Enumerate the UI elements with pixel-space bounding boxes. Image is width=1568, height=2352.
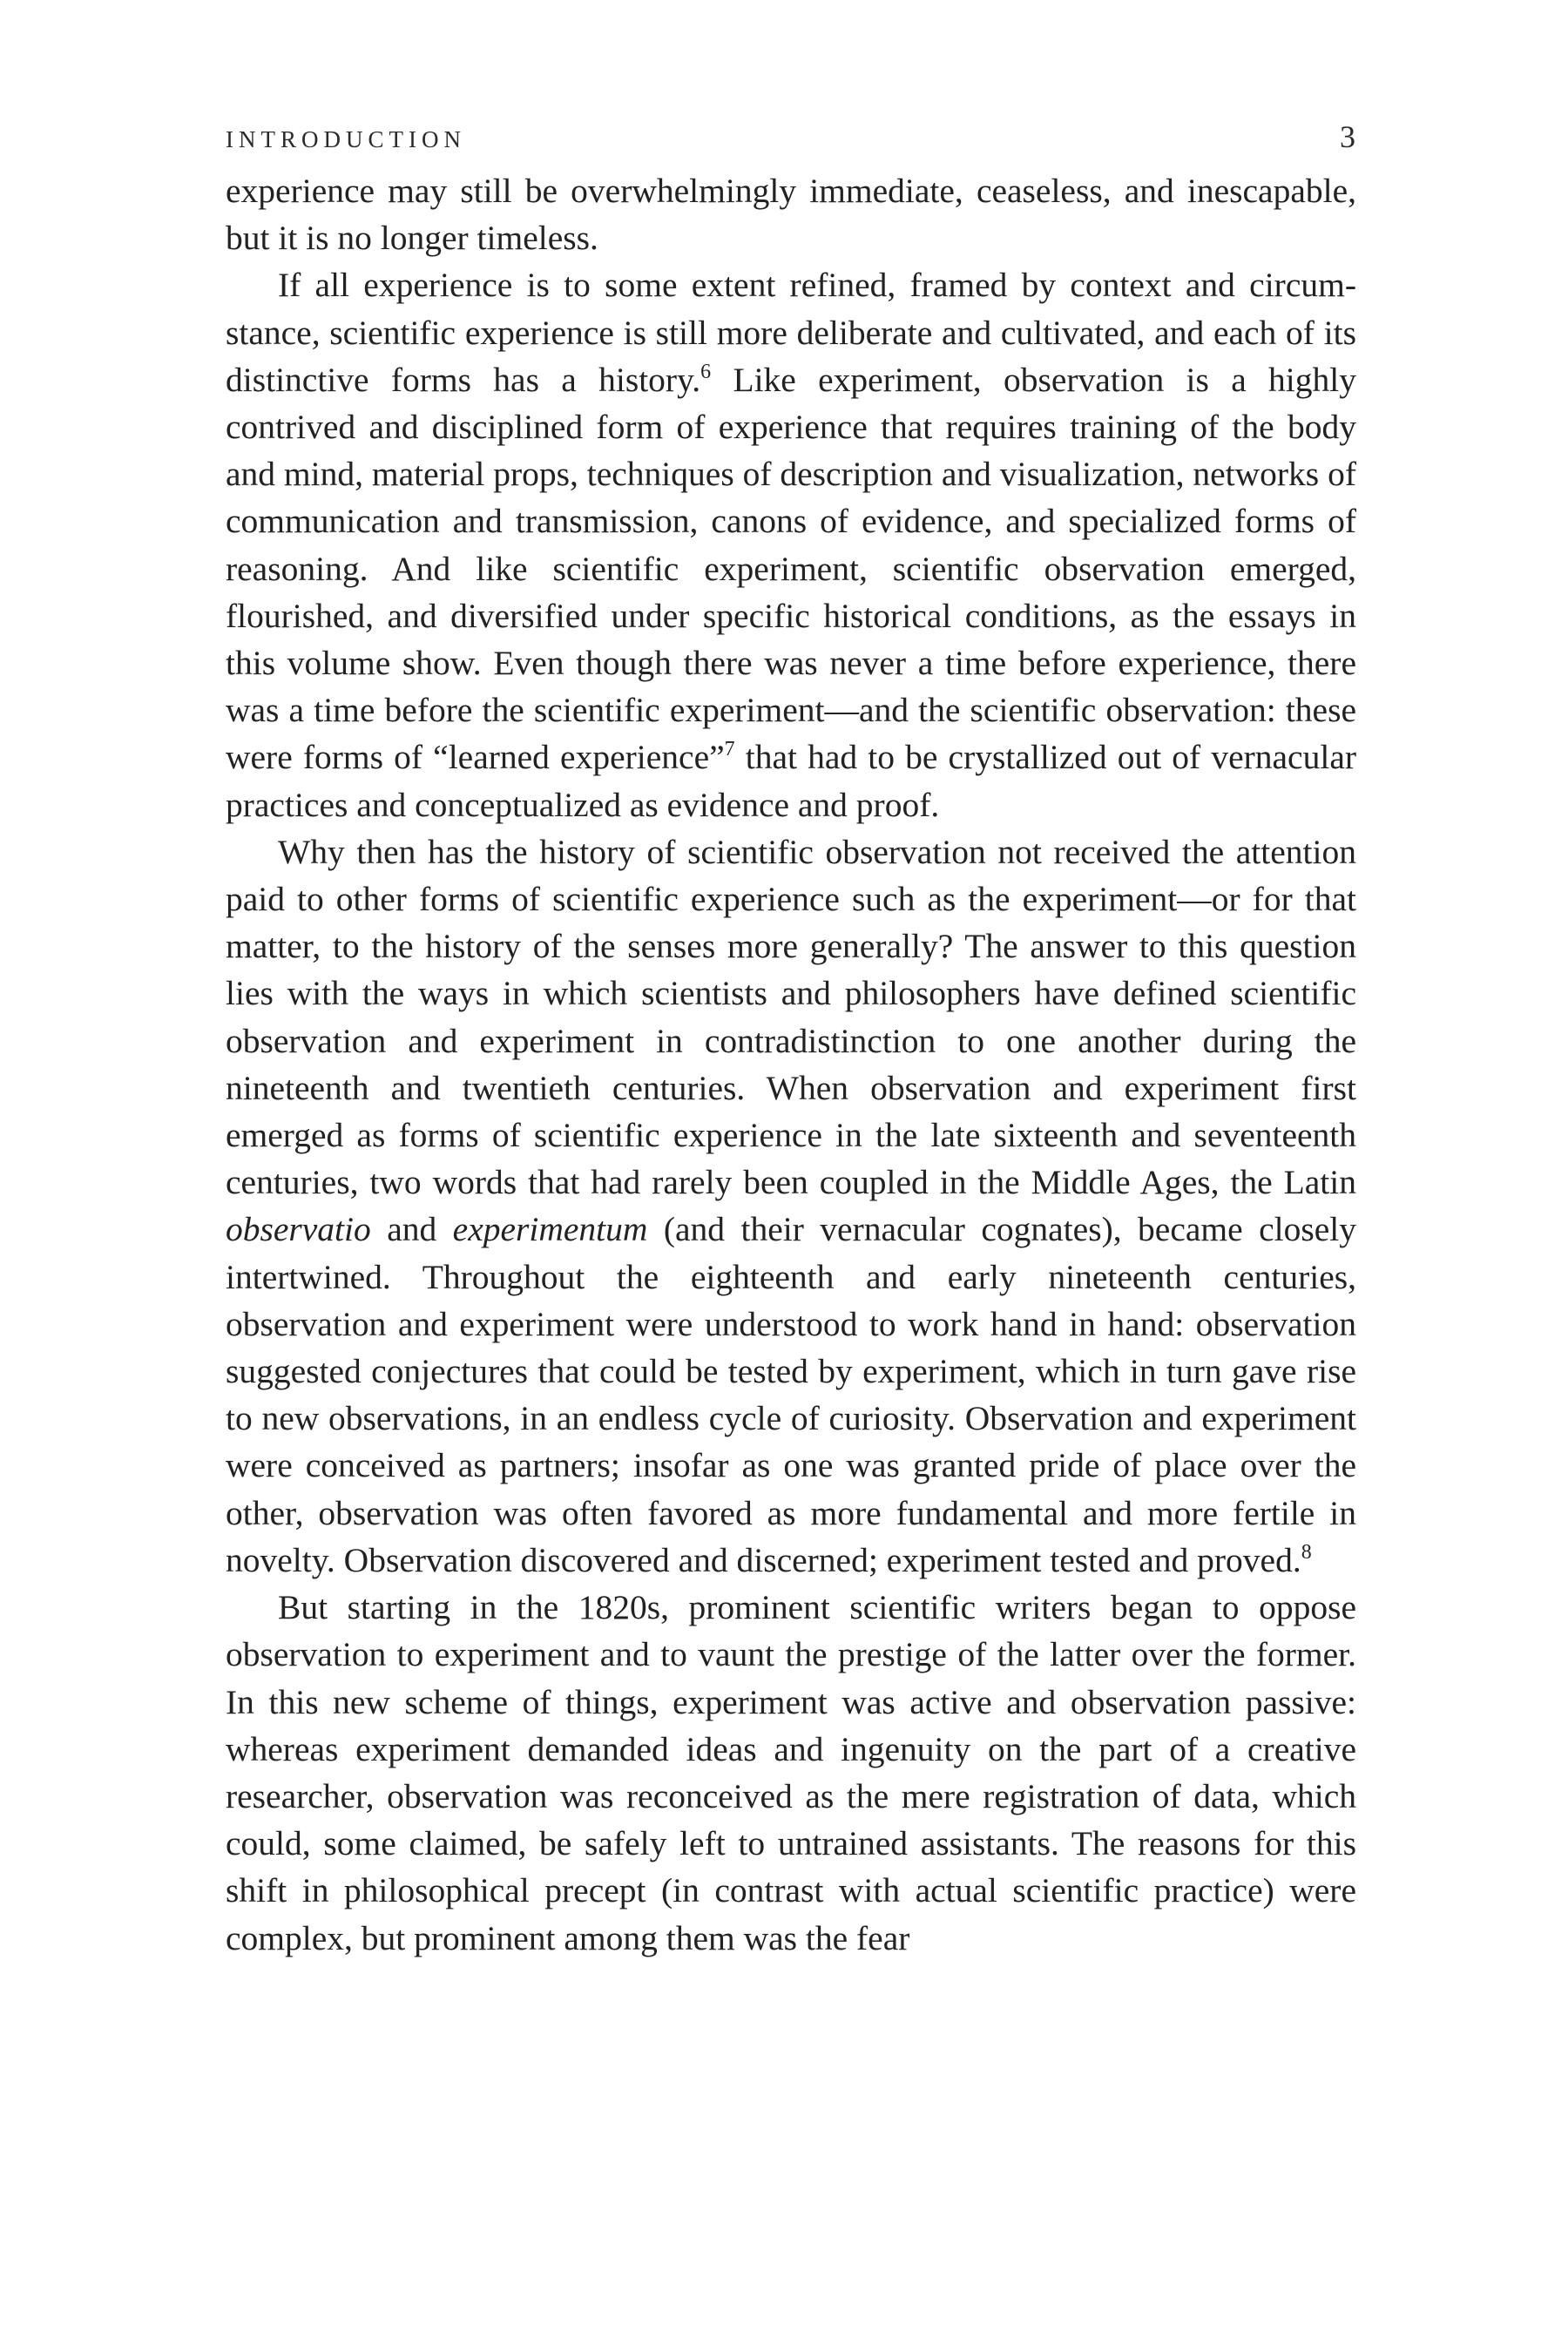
paragraph-3 bbox=[226, 828, 1356, 1584]
footnote-marker: 8 bbox=[1301, 1540, 1312, 1564]
running-title: INTRODUCTION bbox=[226, 126, 466, 152]
paragraph-text: Like experiment, observation is a highly contrived and disciplined form of experience that requires training of the body and mind, material props, techniques of description and visualization, networks of communication and transmission, canons of evidence, and specialized forms of reasoning. And like scientific experiment, scientific observation emerged, flourished, and diversified under specific historical conditions, as the essays in this volume show. Even though there was never a time before experience, there was a time before the scientific experiment—and the scientific observation: these were forms of “learned experience” bbox=[226, 360, 1356, 777]
italic-term: observatio bbox=[226, 1210, 371, 1249]
paragraph-text: If all experience is to some extent refined, framed by context and circumstance, scientific experience is still more deliberate and cultivated, and each of its distinctive forms has a history. bbox=[226, 266, 1356, 399]
paragraph-text: that had to be crystallized out of vernacular practices and conceptualized as evidence and proof. bbox=[226, 738, 1356, 824]
footnote-marker: 6 bbox=[700, 360, 712, 383]
footnote-marker: 7 bbox=[724, 738, 735, 761]
paragraph-text: and bbox=[370, 1210, 453, 1249]
paragraph-text: (and their vernacular cognates), became closely intertwined. Throughout the eighteenth and early nineteenth centuries, observation and experiment were understood to work hand in hand: observation suggested conjectures that could be tested by experiment, which in turn gave rise to new observations, in an endless cycle of curiosity. Observation and experiment were conceived as partners; insofar as one was granted pride of place over the other, observation was often favored as more fundamental and more fertile in novelty. Observation discovered and discerned; experiment tested and proved. bbox=[226, 1210, 1356, 1579]
paragraph-1 bbox=[226, 167, 1356, 261]
paragraph-text: But starting in the 1820s, prominent scientific writers began to oppose observation to experiment and to vaunt the prestige of the latter over the former. In this new scheme of things, experiment was active and observation passive: whereas experiment demanded ideas and ingenuity on the part of a creative researcher, observation was reconceived as the mere registration of data, which could, some claimed, be safely left to untrained assistants. The reasons for this shift in philosophical precept (in contrast with actual scientific practice) were complex, but prominent among them was the fear bbox=[226, 1588, 1356, 1957]
paragraph-2 bbox=[226, 261, 1356, 828]
paragraph-text: experience may still be overwhelmingly immediate, ceaseless, and inescapable, but it is no longer timeless. bbox=[226, 172, 1356, 258]
running-head bbox=[226, 118, 1355, 153]
italic-term: experimentum bbox=[452, 1210, 648, 1249]
page-number: 3 bbox=[1340, 119, 1355, 154]
body-text bbox=[226, 167, 1356, 1962]
paragraph-4 bbox=[226, 1584, 1356, 1962]
paragraph-text: Why then has the history of scientific observation not received the attention paid to other forms of scientific experience such as the experiment—or for that matter, to the history of the senses more generally? The answer to this question lies with the ways in which scientists and philosophers have defined scientific observation and experiment in contradistinction to one another during the nineteenth and twentieth centuries. When observation and experiment first emerged as forms of scientific experience in the late sixteenth and seventeenth centuries, two words that had rarely been coupled in the Middle Ages, the Latin bbox=[226, 832, 1356, 1202]
